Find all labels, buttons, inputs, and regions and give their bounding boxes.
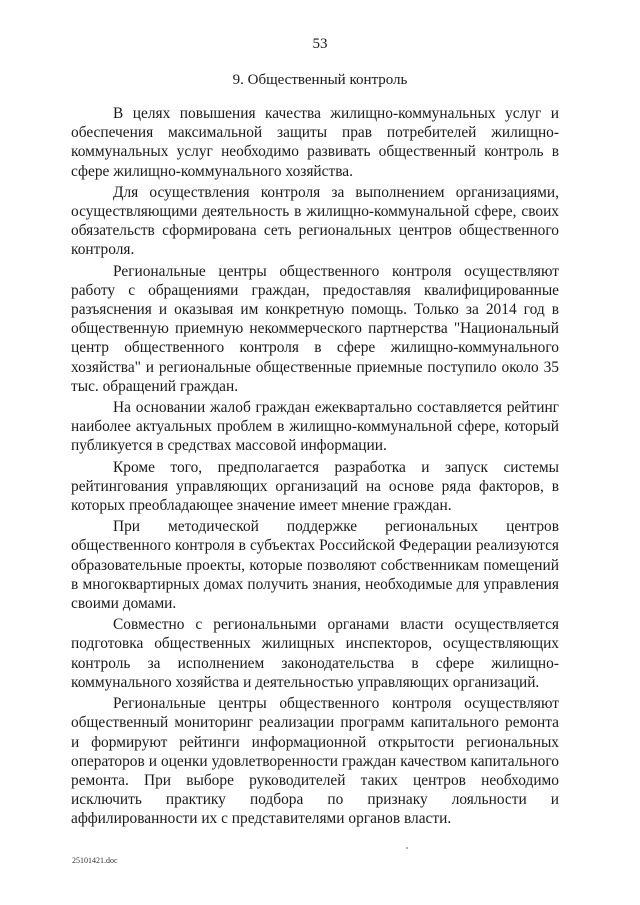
paragraph-3: Региональные центры общественного контроля осуществляют работу с обращениями граждан, предоставляя квалифицированные разъяснения и оказывая им конкретную помощь. Только за 2014 год в общественную приемную некоммерческого партнерства "Национальный центр общественного контроля в сфере жилищно-коммунального хозяйства" и региональные общественные приемные поступило около 35 тыс. обращений граждан.	[71, 262, 559, 395]
section-title: 9. Общественный контроль	[232, 72, 408, 88]
paragraph-8: Региональные центры общественного контроля осуществляют общественный мониторинг реализации программ капитального ремонта и формируют рейтинги информационной открытости региональных операторов и оценки удовлетворенности граждан качеством капитального ремонта. При выборе руководителей таких центров необходимо исключить практику подбора по признаку лояльности и аффилированности их с представителями органов власти.	[71, 695, 559, 828]
paragraph-2: Для осуществления контроля за выполнением организациями, осуществляющими деятельность в жилищно-коммунальной сфере, своих обязательств сформирована сеть региональных центров общественного контроля.	[71, 183, 559, 259]
paragraph-4: На основании жалоб граждан ежеквартально составляется рейтинг наиболее актуальных проблем в жилищно-коммунальной сфере, который публикуется в средствах массовой информации.	[71, 399, 559, 455]
paragraph-7: Совместно с региональными органами власти осуществляется подготовка общественных жилищных инспекторов, осуществляющих контроль за исполнением законодательства в сфере жилищно-коммунального хозяйства и деятельностью управляющих организаций.	[71, 616, 559, 691]
paragraph-1: В целях повышения качества жилищно-коммунальных услуг и обеспечения максимальной защиты прав потребителей жилищно-коммунальных услуг необходимо развивать общественный контроль в сфере жилищно-коммунального хозяйства.	[71, 105, 559, 180]
scan-speck	[406, 847, 408, 849]
file-name-footer: 25101421.doc	[72, 856, 118, 865]
document-body	[71, 104, 559, 831]
page-number: 53	[312, 36, 328, 52]
paragraph-6: При методической поддержке региональных центров общественного контроля в субъектах Российской Федерации реализуются образовательные проекты, которые позволяют собственникам помещений в многоквартирных домах получить знания, необходимые для управления своими домами.	[71, 518, 559, 613]
paragraph-5: Кроме того, предполагается разработка и запуск системы рейтингования управляющих организаций на основе ряда факторов, в которых преобладающее значение имеет мнение граждан.	[71, 458, 559, 515]
